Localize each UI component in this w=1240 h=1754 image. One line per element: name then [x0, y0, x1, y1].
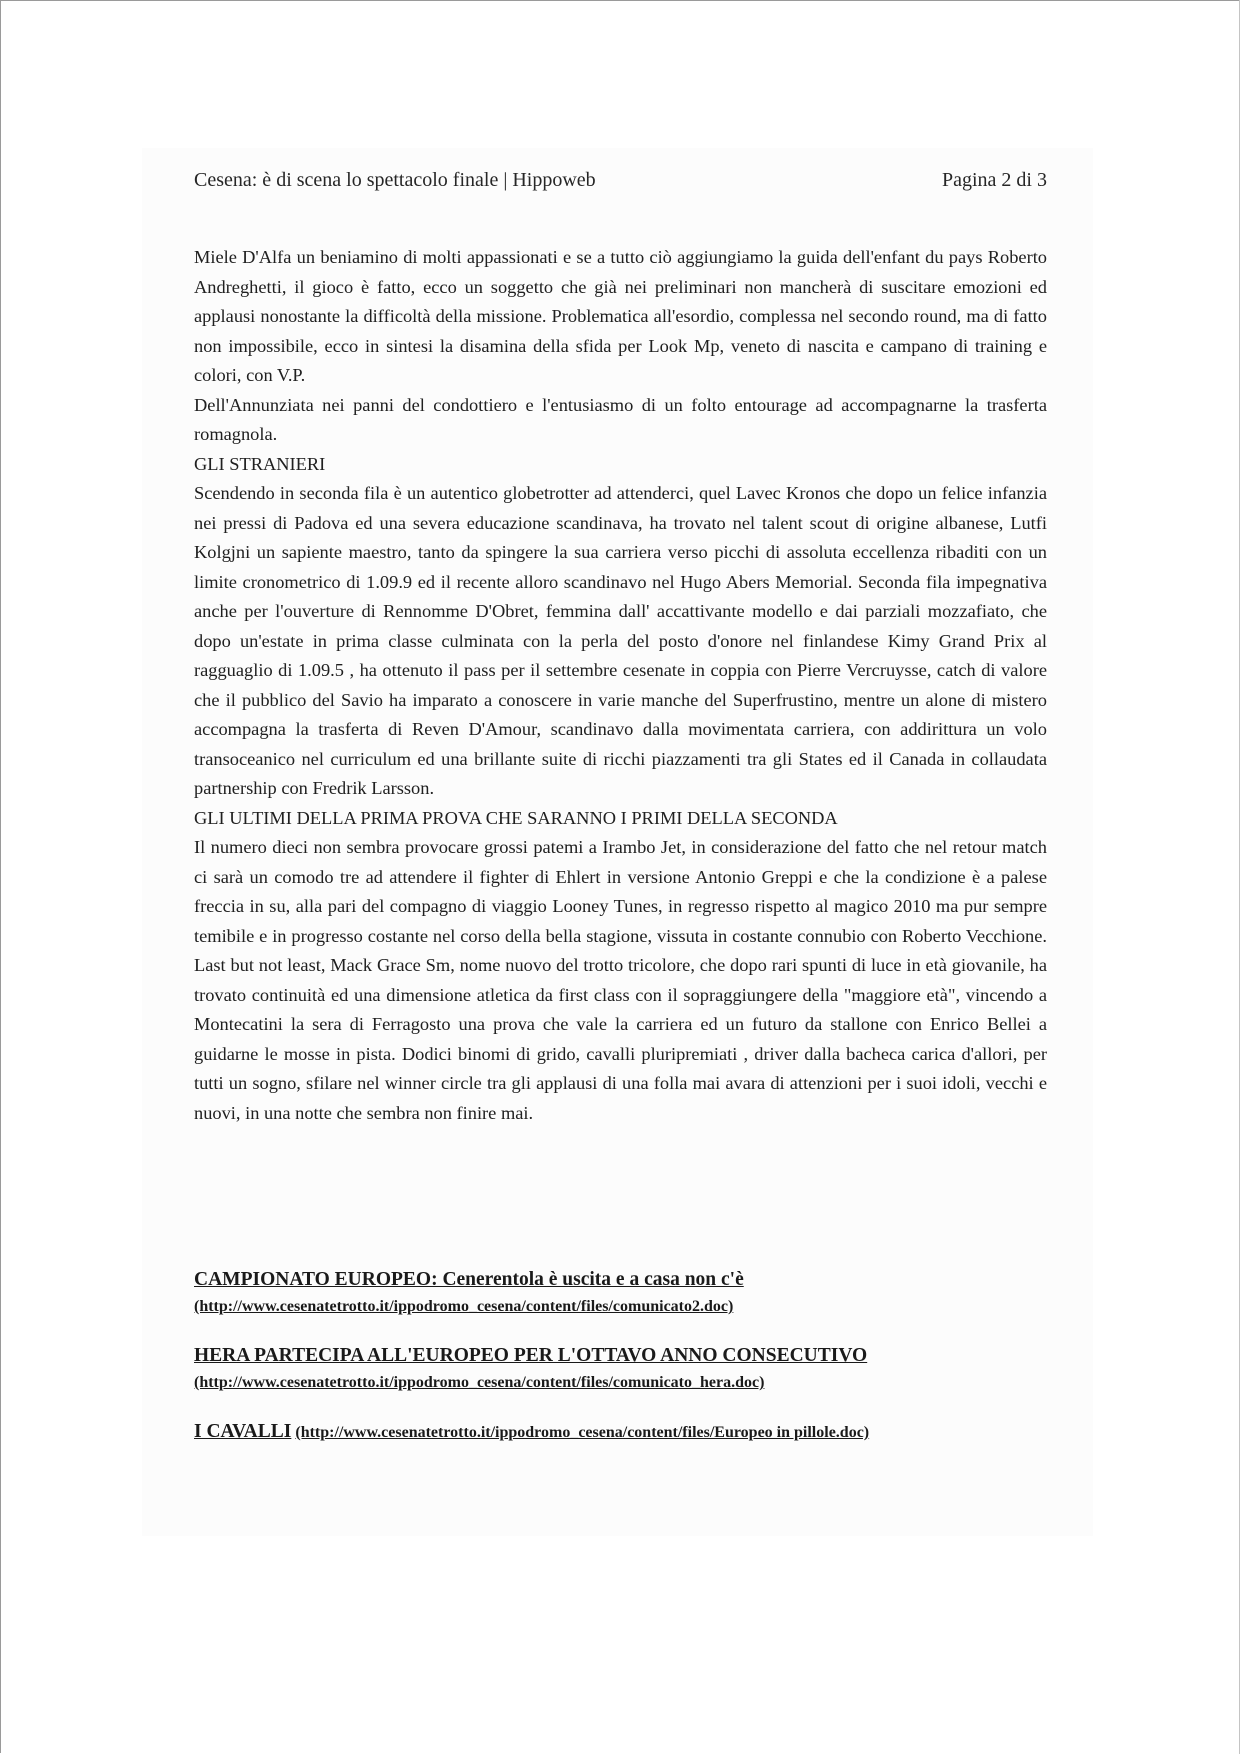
paragraph-intro-continued: Dell'Annunziata nei panni del condottiero e l'entusiasmo di un folto entourage ad accompagnarne la trasferta romagnola.	[194, 394, 1047, 444]
paragraph-stranieri: Scendendo in seconda fila è un autentico globetrotter ad attenderci, quel Lavec Kronos che dopo un felice infanzia nei pressi di Padova ed una severa educazione scandinava, ha trovato nel talent scout di origine albanese, Lutfi Kolgjni un sapiente maestro, tanto da spingere la sua carriera verso picchi di assoluta eccellenza ribaditi con un limite cronometrico di 1.09.9 ed il recente alloro scandinavo nel Hugo Abers Memorial. Seconda fila impegnativa anche per l'ouverture di Rennomme D'Obret, femmina dall' accattivante modello e dai parziali mozzafiato, che dopo un'estate in prima classe culminata con la perla del posto d'onore nel finlandese Kimy Grand Prix al ragguaglio di 1.09.5 , ha ottenuto il pass per il settembre cesenate in coppia con Pierre Vercruysse, catch di valore che il pubblico del Savio ha imparato a conoscere in varie manche del Superfrustino, mentre un alone di mistero accompagna la trasferta di Reven D'Amour, scandinavo dalla movimentata carriera, con addirittura un volo transoceanico nel curriculum ed una brillante suite di ricchi piazzamenti tra gli States ed il Canada in collaudata partnership con Fredrik Larsson.	[194, 483, 1047, 798]
link-title-cavalli[interactable]: I CAVALLI	[194, 1421, 292, 1442]
section-heading-stranieri: GLI STRANIERI	[194, 453, 326, 474]
link-url-campionato[interactable]: (http://www.cesenatetrotto.it/ippodromo_cesena/content/files/comunicato2.doc)	[194, 1298, 734, 1315]
paragraph-intro: Miele D'Alfa un beniamino di molti appassionati e se a tutto ciò aggiungiamo la guida dell'enfant du pays Roberto Andreghetti, il gioco è fatto, ecco un soggetto che già nei preliminari non mancherà di suscitare emozioni ed applausi nonostante la difficoltà della missione. Problematica all'esordio, complessa nel secondo round, ma di fatto non impossibile, ecco in sintesi la disamina della sfida per Look Mp, veneto di nascita e campano di training e colori, con V.P.	[194, 247, 1047, 385]
link-item-cavalli	[194, 1419, 1047, 1447]
related-links	[194, 1267, 1047, 1469]
link-url-cavalli[interactable]: (http://www.cesenatetrotto.it/ippodromo_cesena/content/files/Europeo in pillole.doc)	[295, 1424, 870, 1441]
article-body	[194, 243, 1047, 1128]
section-heading-ultimi: GLI ULTIMI DELLA PRIMA PROVA CHE SARANNO I PRIMI DELLA SECONDA	[194, 807, 838, 828]
paragraph-ultimi: Il numero dieci non sembra provocare grossi patemi a Irambo Jet, in considerazione del fatto che nel retour match ci sarà un comodo tre ad attendere il fighter di Ehlert in versione Antonio Greppi e che la condizione è a palese freccia in su, alla pari del compagno di viaggio Looney Tunes, in regresso rispetto al magico 2010 ma pur sempre temibile e in progresso costante nel corso della bella stagione, vissuta in costante connubio con Roberto Vecchione. Last but not least, Mack Grace Sm, nome nuovo del trotto tricolore, che dopo rari spunti di luce in età giovanile, ha trovato continuità ed una dimensione atletica da first class con il sopraggiungere della "maggiore età", vincendo a Montecatini la sera di Ferragosto una prova che vale la carriera ed un futuro da stallone con Enrico Bellei a guidarne le mosse in pista. Dodici binomi di grido, cavalli pluripremiati , driver dalla bacheca carica d'allori, per tutti un sogno, sfilare nel winner circle tra gli applausi di una folla mai avara di attenzioni per i suoi idoli, vecchi e nuovi, in una notte che sembra non finire mai.	[194, 837, 1047, 1123]
page-title: Cesena: è di scena lo spettacolo finale | Hippoweb	[194, 169, 596, 191]
link-title-hera[interactable]: HERA PARTECIPA ALL'EUROPEO PER L'OTTAVO ANNO CONSECUTIVO	[194, 1345, 868, 1366]
link-item-campionato	[194, 1267, 1047, 1321]
page-header	[194, 168, 1047, 192]
page-number: Pagina 2 di 3	[942, 169, 1047, 191]
link-title-campionato[interactable]: CAMPIONATO EUROPEO: Cenerentola è uscita e a casa non c'è	[194, 1269, 744, 1290]
link-item-hera	[194, 1343, 1047, 1397]
link-url-hera[interactable]: (http://www.cesenatetrotto.it/ippodromo_cesena/content/files/comunicato_hera.doc)	[194, 1374, 765, 1391]
